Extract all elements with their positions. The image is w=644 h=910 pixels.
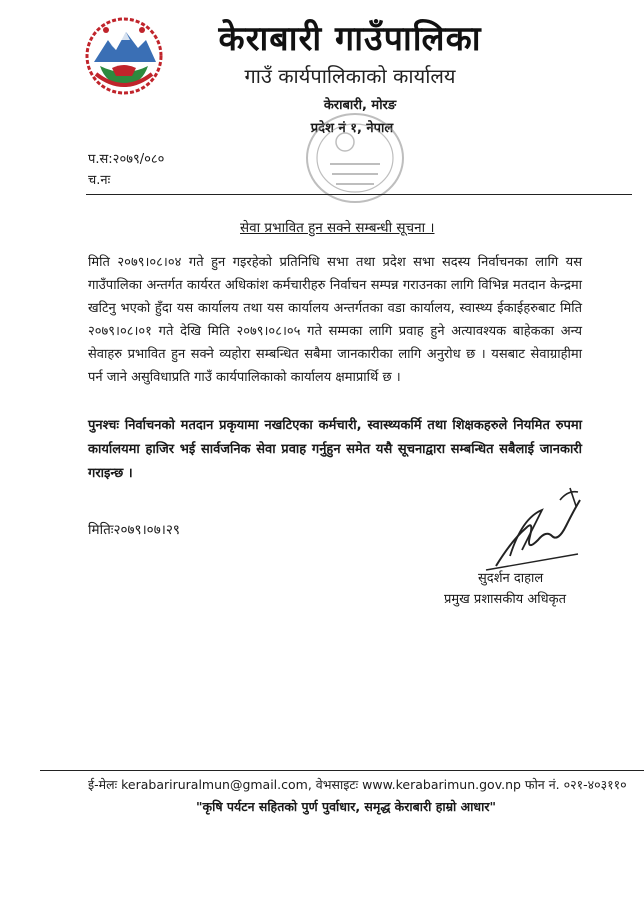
- office-seal-stamp-icon: [290, 108, 420, 208]
- office-subtitle: गाउँ कार्यपालिकाको कार्यालय: [244, 64, 456, 88]
- notice-paragraph-2: पुनश्चः निर्वाचनको मतदान प्रकृयामा नखटिएका कर्मचारी, स्वास्थ्यकर्मि तथा शिक्षकहरुले नियमित रुपमा कार्यालयमा हाजिर भई सार्वजनिक सेवा प्रवाह गर्नुहुन समेत यसै सूचनाद्वारा सम्बन्धित सबैलाई जानकारी गराइन्छ ।: [88, 418, 582, 481]
- reference-number: प.स:२०७९/०८०: [88, 152, 165, 167]
- address-line-2: प्रदेश नं १, नेपाल: [310, 121, 394, 136]
- footer-divider: [40, 770, 644, 771]
- signatory-title: प्रमुख प्रशासकीय अधिकृत: [444, 592, 567, 607]
- footer-contact: ई-मेलः kerabariruralmun@gmail.com, वेभसाइटः www.kerabarimun.gov.np फोन नं. ०२१-४०३११०: [88, 777, 627, 792]
- nepal-government-emblem-icon: [84, 16, 164, 96]
- notice-subject: सेवा प्रभावित हुन सक्ने सम्बन्धी सूचना ।: [240, 220, 435, 236]
- notice-paragraph-1: मिति २०७९।०८।०४ गते हुन गइरहेको प्रतिनिधि सभा तथा प्रदेश सभा सदस्य निर्वाचनका लागि यस गाउँपालिका अन्तर्गत कार्यरत अधिकांश कर्मचारीहरु निर्वाचन सम्पन्न गराउनका लागि विभिन्न मतदान केन्द्रमा खटिनु भएको हुँदा यस कार्यालय तथा यस कार्यालय अन्तर्गतका वडा कार्यालय, स्वास्थ्य ईकाईहरुबाट मिति २०७९।०८।०१ गते देखि मिति २०७९।०८।०५ गते सम्मका लागि प्रवाह हुने अत्यावश्यक बाहेकका अन्य सेवाहरु प्रभावित हुन सक्ने व्यहोरा सम्बन्धित सबैमा जानकारीका लागि अनुरोध छ । यसबाट सेवाग्राहीमा पर्न जाने असुविधाप्रति गाउँ कार्यपालिकाको कार्यालय क्षमाप्रार्थि छ ।: [88, 255, 582, 385]
- page-title: केराबारी गाउँपालिका: [218, 19, 482, 59]
- dispatch-number: च.नः: [88, 173, 111, 188]
- handwritten-signature-icon: [482, 470, 592, 580]
- signatory-name: सुदर्शन दाहाल: [478, 571, 544, 586]
- address-line-1: केराबारी, मोरङ: [323, 98, 397, 113]
- notice-date: मितिः२०७९।०७।२९: [88, 522, 180, 538]
- footer-slogan: "कृषि पर्यटन सहितको पुर्ण पुर्वाधार, समृद्ध केराबारी हाम्रो आधार": [196, 799, 496, 814]
- header-divider: [86, 194, 632, 195]
